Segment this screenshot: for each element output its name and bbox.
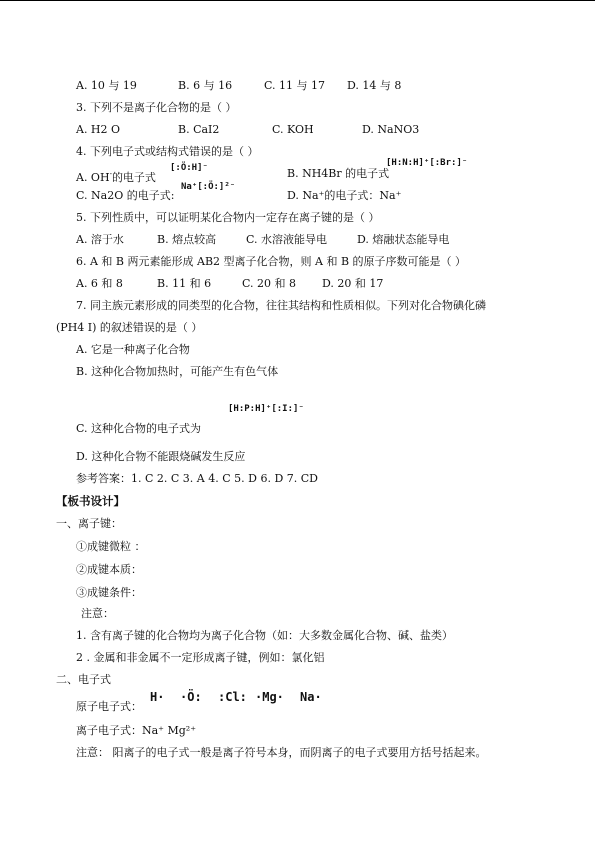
bond-item-nature: ②成键本质： [76, 563, 142, 576]
q7-option-b: B. 这种化合物加热时，可能产生有色气体 [76, 365, 279, 378]
atom-na-symbol: Na· [300, 690, 322, 704]
q5-option-a: A. 溶于水 [76, 233, 124, 246]
q4-a-electron-formula: [:Ö:H]⁻ [170, 163, 208, 173]
q5-option-c: C. 水溶液能导电 [246, 233, 328, 246]
q7-option-c: C. 这种化合物的电子式为 [76, 422, 202, 435]
q5-option-b: B. 熔点较高 [157, 233, 217, 246]
bond-item-conditions: ③成键条件： [76, 586, 142, 599]
top-rule [0, 0, 595, 1]
q5-option-d: D. 熔融状态能导电 [357, 233, 450, 246]
q4-option-c: C. Na2O 的电子式: [76, 189, 175, 202]
section-ionic-bond: 一、离子键： [56, 517, 122, 530]
q3-option-a: A. H2 O [76, 123, 121, 136]
q3-option-b: B. CaI2 [178, 123, 220, 136]
q7-stem-line2: (PH4 I) 的叙述错误的是（ ） [56, 321, 203, 334]
q4-option-d: D. Na⁺的电子式：Na⁺ [287, 189, 402, 202]
q3-option-c: C. KOH [272, 123, 314, 136]
q5-stem: 5. 下列性质中，可以证明某化合物内一定存在离子键的是（ ） [76, 211, 380, 224]
q7-option-a: A. 它是一种离子化合物 [76, 343, 190, 356]
q3-option-d: D. NaNO3 [362, 123, 420, 136]
atom-formula-label: 原子电子式： [76, 700, 142, 713]
q6-option-d: D. 20 和 17 [322, 277, 384, 290]
q2-option-d: D. 14 与 8 [347, 79, 402, 92]
q4-a-suffix: 的电子式 [111, 171, 156, 184]
q6-option-a: A. 6 和 8 [76, 277, 123, 290]
q6-stem: 6. A 和 B 两元素能形成 AB2 型离子化合物，则 A 和 B 的原子序数可能是（ ） [76, 255, 467, 268]
q2-option-a: A. 10 与 19 [76, 79, 137, 92]
q2-option-c: C. 11 与 17 [264, 79, 326, 92]
q3-stem: 3. 下列不是离子化合物的是（ ） [76, 101, 237, 114]
q7-stem-line1: 7. 同主族元素形成的同类型的化合物，往往其结构和性质相似。下列对化合物碘化磷 [76, 299, 486, 312]
q4-option-a: A. OH-的电子式 [76, 170, 156, 184]
section-electron-formula: 二、电子式 [56, 673, 111, 686]
bond-item-particles: ①成键微粒 ： [76, 540, 146, 553]
board-heading: 【板书设计】 [56, 494, 125, 508]
q4-c-electron-formula: Na⁺[:Ö:]²⁻ [181, 182, 236, 192]
answer-key: 参考答案：1. C 2. C 3. A 4. C 5. D 6. D 7. CD [76, 472, 318, 485]
atom-mg-symbol: ·Mg· [255, 690, 284, 704]
q7-option-d: D. 这种化合物不能跟烧碱发生反应 [76, 450, 246, 463]
final-note: 注意： 阳离子的电子式一般是离子符号本身，而阴离子的电子式要用方括号括起来。 [76, 746, 487, 759]
q6-option-c: C. 20 和 8 [242, 277, 297, 290]
ion-formula-line: 离子电子式：Na⁺ Mg²⁺ [76, 724, 197, 737]
q7-c-electron-formula: [H:P:H]⁺[:I:]⁻ [228, 404, 304, 414]
atom-o-symbol: ·Ö: [180, 690, 202, 704]
q6-option-b: B. 11 和 6 [157, 277, 212, 290]
q4-stem: 4. 下列电子式或结构式错误的是（ ） [76, 145, 259, 158]
atom-cl-symbol: :Cl: [218, 690, 247, 704]
q4-a-prefix: A. OH [76, 171, 110, 184]
note-2: 2 . 金属和非金属不一定形成离子键，例如：氯化铝 [76, 651, 325, 664]
q4-b-electron-formula: [H:N:H]⁺[:Br:]⁻ [386, 158, 468, 168]
atom-h-symbol: H· [150, 690, 165, 704]
q2-option-b: B. 6 与 16 [178, 79, 233, 92]
q4-option-b: B. NH4Br 的电子式 [287, 167, 390, 180]
note-1: 1. 含有离子键的化合物均为离子化合物（如：大多数金属化合物、碱、盐类） [76, 629, 453, 642]
note-label: 注意： [81, 607, 114, 620]
